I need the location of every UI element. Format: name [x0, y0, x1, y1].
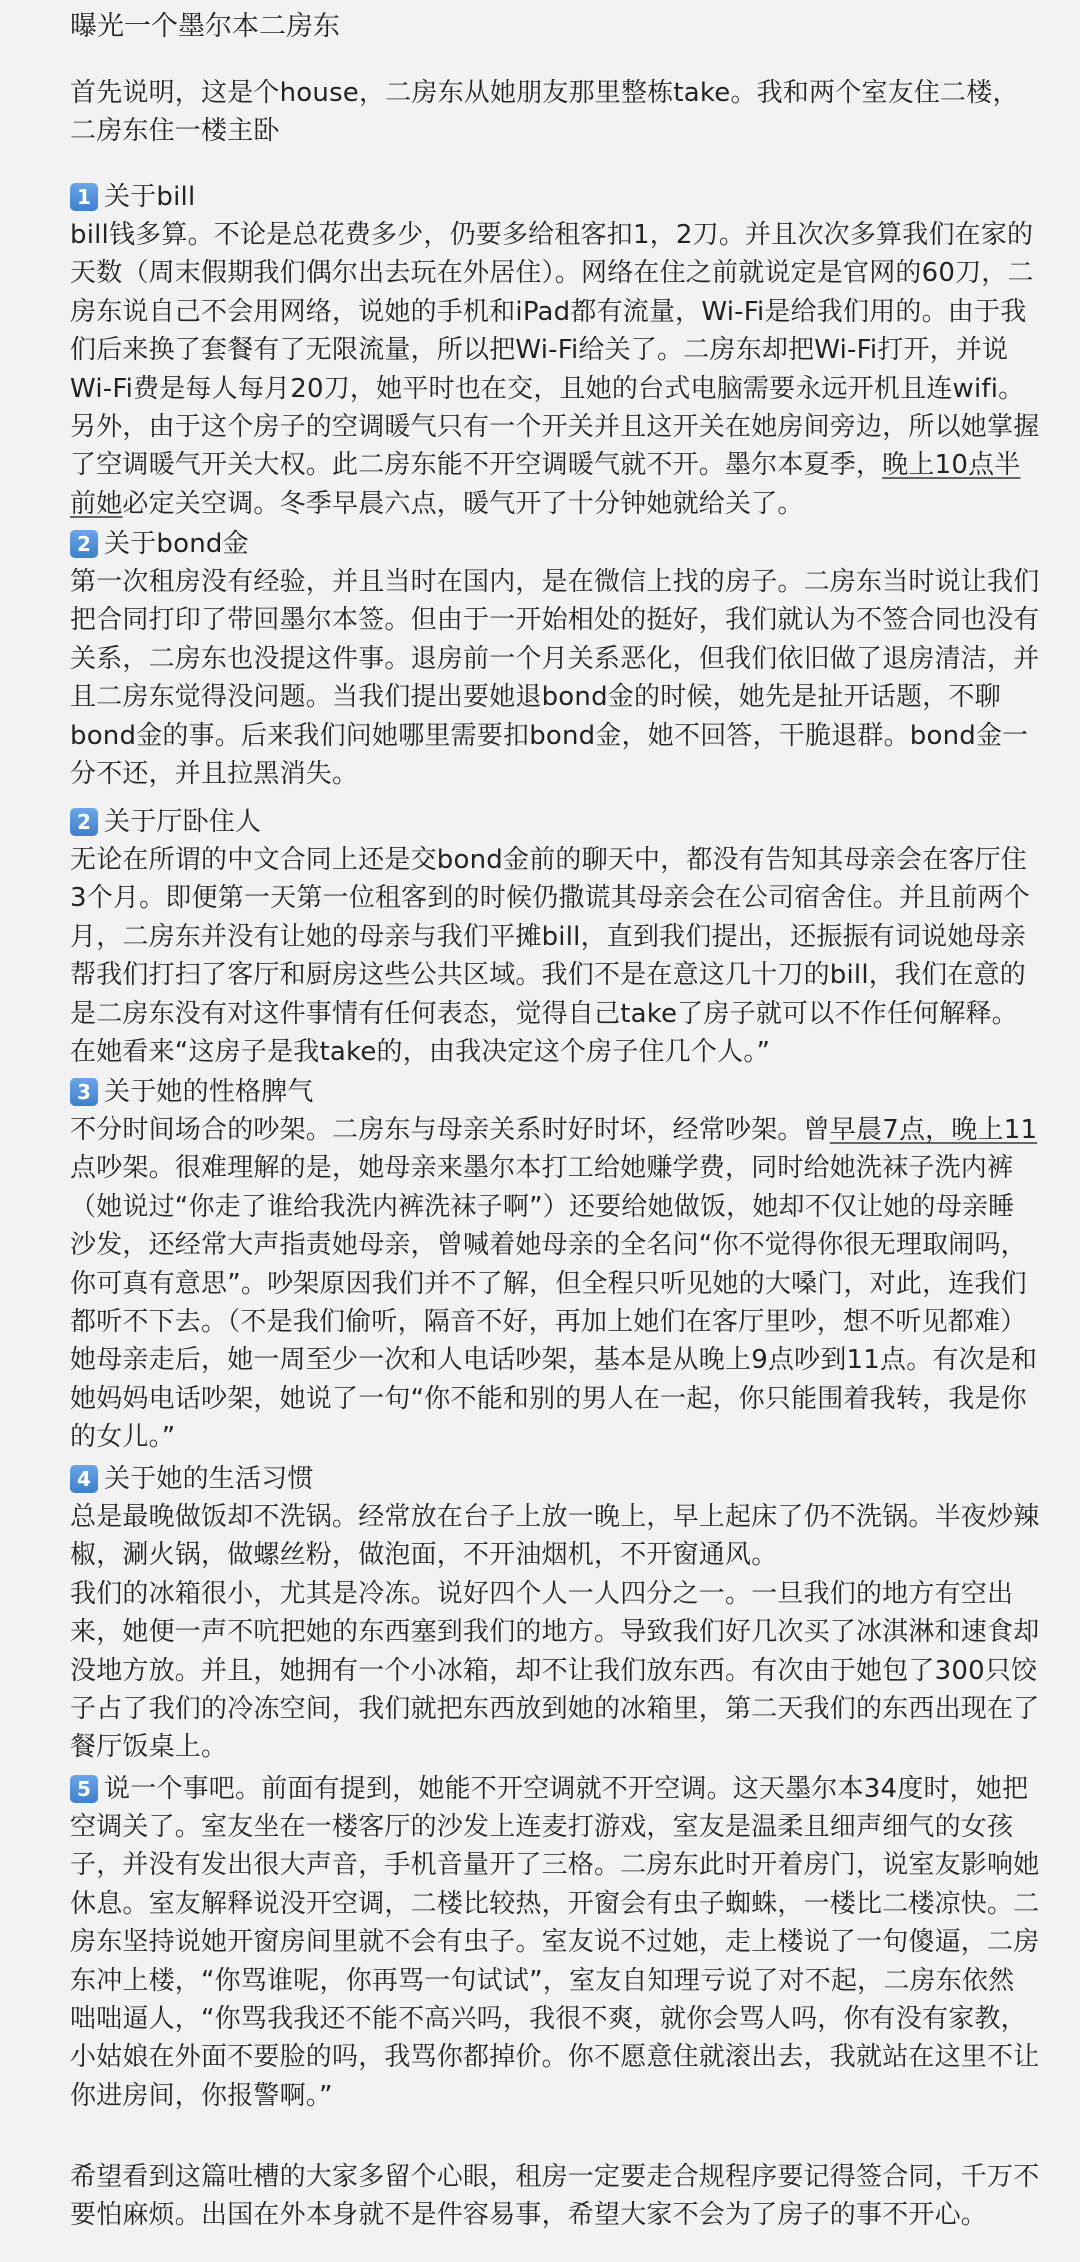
post-title: 曝光一个墨尔本二房东 — [70, 11, 340, 42]
closing-paragraph — [70, 2158, 1040, 2235]
number-3-icon: 3 — [70, 1078, 98, 1106]
section-heading — [70, 803, 1040, 841]
section-text-after: 点吵架。很难理解的是，她母亲来墨尔本打工给她赚学费，同时给她洗袜子洗内裤（她说过“你走了谁给我洗内裤洗袜子啊”）还要给她做饭，她却不仅让她的母亲睡沙发，还经常大声指责她母亲，曾喊着她母亲的全名问“你不觉得你很无理取闹吗，你可真有意思”。吵架原因我们并不了解，但全程只听见她的大嗓门，对此，连我们都听不下去。（不是我们偷听，隔音不好，再加上她们在客厅里吵，想不听见都难）她母亲走后，她一周至少一次和人电话吵架，基本是从晚上9点吵到11点。有次是和她妈妈电话吵架，她说了一句“你不能和别的男人在一起，你只能围着我转，我是你的女儿。” — [70, 1153, 1038, 1453]
section-habits — [70, 1460, 1040, 1767]
section-incident — [70, 1770, 1040, 2115]
section-body — [70, 1111, 1040, 1457]
section-bond — [70, 525, 1040, 793]
section-text: bill钱多算。不论是总花费多少，仍要多给租客扣1，2刀。并且次次多算我们在家的天数（周末假期我们偶尔出去玩在外居住）。网络在住之前就说定是官网的60刀，二房东说自己不会用网络，说她的手机和iPad都有流量，Wi-Fi是给我们用的。由于我们后来换了套餐有了无限流量，所以把Wi-Fi给关了。二房东却把Wi-Fi打开，并说Wi-Fi费是每人每月20刀，她平时也在交，且她的台式电脑需要永远开机且连wifi。另外，由于这个房子的空调暖气只有一个开关并且这开关在她房间旁边，所以她掌握了空调暖气开关大权。此二房东能不开空调暖气就不开。墨尔本夏季， — [70, 220, 1040, 481]
section-heading — [70, 178, 1040, 216]
number-1-icon: 1 — [70, 183, 98, 211]
section-body: 无论在所谓的中文合同上还是交bond金前的聊天中，都没有告知其母亲会在客厅住3个月。即便第一天第一位租客到的时候仍撒谎其母亲会在公司宿舍住。并且前两个月，二房东并没有让她的母亲与我们平摊bill，直到我们提出，还振振有词说她母亲帮我们打扫了客厅和厨房这些公共区域。我们不是在意这几十刀的bill，我们在意的是二房东没有对这件事情有任何表态，觉得自己take了房子就可以不作任何解释。在她看来“这房子是我take的，由我决定这个房子住几个人。” — [70, 845, 1030, 1068]
intro-paragraph — [70, 74, 1040, 151]
number-5-icon: 5 — [70, 1775, 98, 1803]
section-body: 总是最晚做饭却不洗锅。经常放在台子上放一晚上，早上起床了仍不洗锅。半夜炒辣椒，涮火锅，做螺丝粉，做泡面，不开油烟机，不开窗通风。 — [70, 1502, 1040, 1571]
underlined-text: 晚上10点半前她 — [70, 450, 1021, 519]
section-temper — [70, 1073, 1040, 1457]
section-title: 关于厅卧住人 — [104, 807, 262, 837]
section-title: 说一个事吧。前面有提到，她能不开空调就不开空调。这天墨尔本34度时，她把 — [104, 1774, 1029, 1804]
section-body-2: 我们的冰箱很小，尤其是冷冻。说好四个人一人四分之一。一旦我们的地方有空出来，她便一声不吭把她的东西塞到我们的地方。导致我们好几次买了冰淇淋和速食却没地方放。并且，她拥有一个小冰箱，却不让我们放东西。有次由于她包了300只饺子占了我们的冷冻空间，我们就把东西放到她的冰箱里，第二天我们的东西出现在了餐厅饭桌上。 — [70, 1578, 1040, 1763]
number-4-icon: 4 — [70, 1465, 98, 1493]
underlined-text: 早晨7点，晚上11 — [829, 1115, 1038, 1145]
section-heading — [70, 1073, 1040, 1111]
section-body — [70, 216, 1040, 523]
closing-text: 希望看到这篇吐槽的大家多留个心眼，租房一定要走合规程序要记得签合同，千万不要怕麻烦。出国在外本身就不是件容易事，希望大家不会为了房子的事不开心。 — [70, 2162, 1040, 2231]
section-body: 第一次租房没有经验，并且当时在国内，是在微信上找的房子。二房东当时说让我们把合同打印了带回墨尔本签。但由于一开始相处的挺好，我们就认为不签合同也没有关系，二房东也没提这件事。退房前一个月关系恶化，但我们依旧做了退房清洁，并且二房东觉得没问题。当我们提出要她退bond金的时候，她先是扯开话题，不聊bond金的事。后来我们问她哪里需要扣bond金，她不回答，干脆退群。bond金一分不还，并且拉黑消失。 — [70, 567, 1040, 790]
section-bill — [70, 178, 1040, 523]
section-living-room — [70, 803, 1040, 1071]
section-title: 关于她的性格脾气 — [104, 1077, 314, 1107]
number-2-icon: 2 — [70, 530, 98, 558]
section-title: 关于她的生活习惯 — [104, 1464, 314, 1494]
section-body: 空调关了。室友坐在一楼客厅的沙发上连麦打游戏，室友是温柔且细声细气的女孩子，并没有发出很大声音，手机音量开了三格。二房东此时开着房门，说室友影响她休息。室友解释说没开空调，二楼比较热，开窗会有虫子蜘蛛，一楼比二楼凉快。二房东坚持说她开窗房间里就不会有虫子。室友说不过她，走上楼说了一句傻逼，二房东冲上楼，“你骂谁呢，你再骂一句试试”，室友自知理亏说了对不起，二房东依然咄咄逼人，“你骂我我还不能不高兴吗，我很不爽，就你会骂人吗，你有没有家教，小姑娘在外面不要脸的吗，我骂你都掉价。你不愿意住就滚出去，我就站在这里不让你进房间，你报警啊。” — [70, 1812, 1040, 2111]
section-title: 关于bill — [104, 182, 196, 212]
section-heading — [70, 1460, 1040, 1498]
section-text-after: 必定关空调。冬季早晨六点，暖气开了十分钟她就给关了。 — [122, 488, 804, 519]
intro-text: 首先说明，这是个house，二房东从她朋友那里整栋take。我和两个室友住二楼，二房东住一楼主卧 — [70, 78, 1019, 147]
section-heading — [70, 525, 1040, 563]
section-heading — [70, 1770, 1040, 1808]
number-2-icon: 2 — [70, 808, 98, 836]
section-text: 不分时间场合的吵架。二房东与母亲关系时好时坏，经常吵架。曾 — [70, 1115, 830, 1145]
section-title: 关于bond金 — [104, 529, 249, 559]
